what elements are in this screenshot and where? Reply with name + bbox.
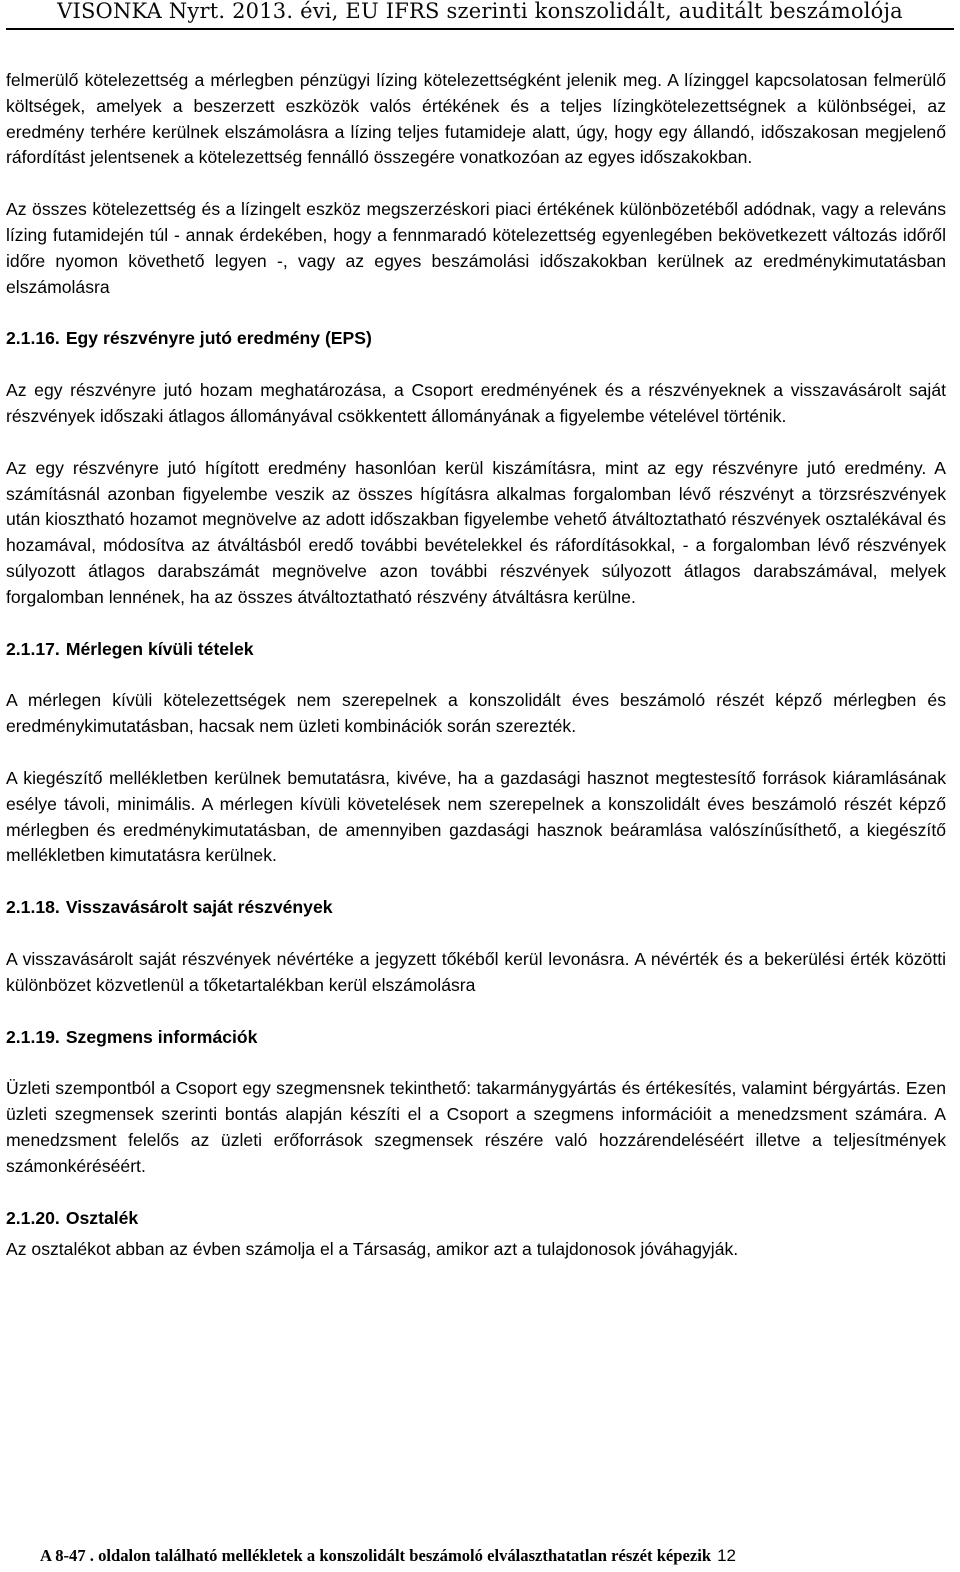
section-title: Mérlegen kívüli tételek — [65, 638, 254, 659]
section-number: 2.1.16. — [6, 328, 60, 349]
section-number: 2.1.19. — [6, 1026, 60, 1047]
section-title: Szegmens információk — [65, 1026, 258, 1047]
section-paragraph: Üzleti szempontból a Csoport egy szegmensnek tekinthető: takarmánygyártás és értékesítés, valamint bérgyártás. Ezen üzleti szegmensek szerinti bontás alapján készíti el a Csoport a szegmens információit a menedzsment számára. A menedzsment felelős az üzleti erőforrások szegmensek részére való hozzárendeléséért illetve a teljesítmények számonkéréséért. — [6, 1078, 946, 1176]
section-heading — [6, 1025, 946, 1051]
section-heading — [6, 326, 946, 352]
section-title: Visszavásárolt saját részvények — [65, 897, 333, 918]
section-paragraph: Az egy részvényre jutó hozam meghatározása, a Csoport eredményének és a részvényeknek a visszavásárolt saját részvények időszaki átlagos állományával csökkentett állományának a figyelembe vételével történik. — [6, 380, 946, 426]
intro-paragraph: felmerülő kötelezettség a mérlegben pénzügyi lízing kötelezettségként jelenik meg. A lízinggel kapcsolatosan felmerülő költségek, amelyek a beszerzett eszközök valós értékének és a teljes lízingkötelezettségnek a különbségei, az eredmény terhére kerülnek elszámolásra a lízing teljes futamideje alatt, úgy, hogy egy állandó, időszakosan megjelenő ráfordítást jelentsenek a kötelezettség fennálló összegére vonatkozóan az egyes időszakokban. — [6, 70, 946, 168]
section-heading — [6, 1206, 946, 1232]
section-heading — [6, 637, 946, 663]
footer-text: A 8-47 . oldalon található mellékletek a konszolidált beszámoló elválaszthatatlan részét képezik — [40, 1546, 712, 1565]
section-paragraph: Az egy részvényre jutó hígított eredmény hasonlóan kerül kiszámításra, mint az egy részvényre jutó eredmény. A számításnál azonban figyelembe veszik az összes hígításra alkalmas forgalomban lévő részvényt a törzsrészvények után kiosztható hozamot megnövelve az adott időszakban figyelembe vehető átváltoztatható részvények osztalékával és hozamával, módosítva az átváltásból eredő további bevételekkel és ráfordításokkal, - a forgalomban lévő részvények súlyozott átlagos darabszámát megnövelve azon további részvények súlyozott átlagos darabszámával, melyek forgalomban lennének, ha az összes átváltoztatható részvény átváltásra kerülne. — [6, 457, 946, 607]
section-title: Egy részvényre jutó eredmény (EPS) — [65, 328, 372, 349]
section-heading — [6, 895, 946, 921]
header-divider — [6, 28, 954, 30]
page-header — [0, 0, 960, 26]
page-number: 12 — [717, 1546, 737, 1565]
section-number: 2.1.18. — [6, 897, 60, 918]
section-paragraph: Az osztalékot abban az évben számolja el a Társaság, amikor azt a tulajdonosok jóváhagyják. — [6, 1239, 739, 1260]
section-number: 2.1.20. — [6, 1207, 60, 1228]
section-paragraph: A mérlegen kívüli kötelezettségek nem szerepelnek a konszolidált éves beszámoló részét képző mérlegben és eredménykimutatásban, hacsak nem üzleti kombinációk során szerezték. — [6, 690, 946, 737]
section-number: 2.1.17. — [6, 638, 60, 659]
intro-paragraph: Az összes kötelezettség és a lízingelt eszköz megszerzéskori piaci értékének különbözetéből adódnak, vagy a releváns lízing futamidején túl - annak érdekében, hogy a fennmaradó kötelezettség egyenlegében bekövetkezett változás időről időre nyomon követhető legyen -, vagy az egyes beszámolási időszakokban kerülnek az eredménykimutatásban elszámolásra — [6, 199, 946, 297]
page-footer — [40, 1543, 940, 1569]
header-title: VISONKA Nyrt. 2013. évi, EU IFRS szerinti konszolidált, auditált beszámolója — [57, 0, 903, 23]
document-body — [6, 68, 946, 1289]
section-paragraph: A visszavásárolt saját részvények névértéke a jegyzett tőkéből kerül levonásra. A névérték és a bekerülési érték közötti különbözet közvetlenül a tőketartalékban kerül elszámolásra — [6, 948, 946, 995]
section-title: Osztalék — [65, 1207, 139, 1228]
section-paragraph: A kiegészítő mellékletben kerülnek bemutatásra, kivéve, ha a gazdasági hasznot megtestesítő források kiáramlásának esélye távoli, minimális. A mérlegen kívüli követelések nem szerepelnek a konszolidált éves beszámoló részét képző mérlegben és eredménykimutatásban, de amennyiben gazdasági hasznok beáramlása valószínűsíthető, a kiegészítő mellékletben kimutatásra kerülnek. — [6, 767, 946, 866]
